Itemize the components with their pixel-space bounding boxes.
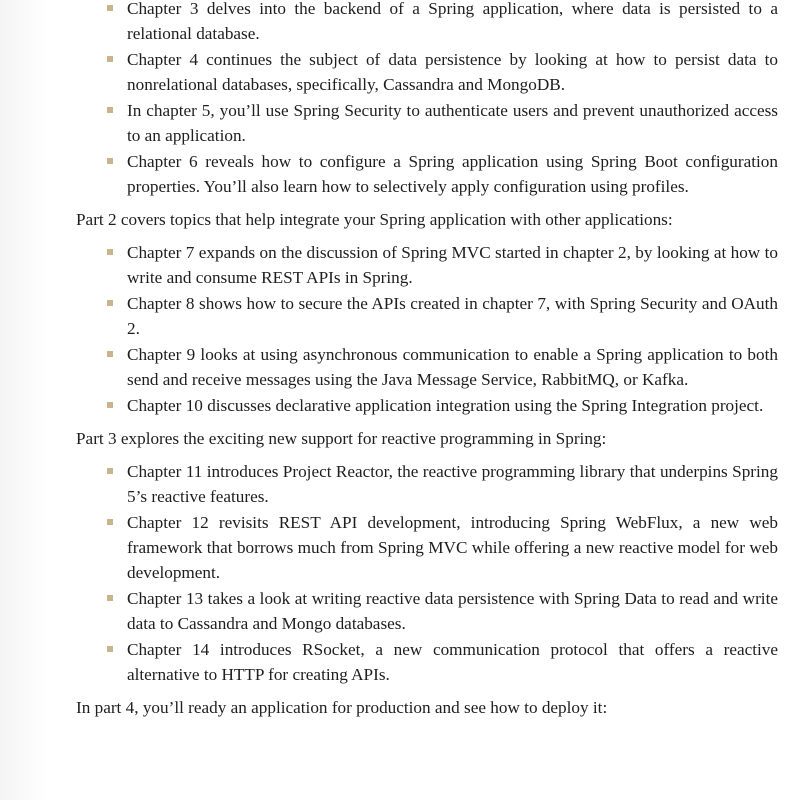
list-item: [76, 47, 778, 97]
part2-intro-paragraph: Part 2 covers topics that help integrate your Spring application with other applications:: [76, 210, 673, 229]
bullet-square-icon: [107, 351, 113, 357]
chapter-list-part1: [76, 0, 778, 199]
list-item-text: Chapter 10 discusses declarative application integration using the Spring Integration project.: [127, 396, 764, 415]
page-margin-shadow: [0, 0, 48, 800]
list-item: [76, 393, 778, 418]
list-item-text: Chapter 7 expands on the discussion of Spring MVC started in chapter 2, by looking at how to write and consume REST APIs in Spring.: [127, 243, 778, 287]
list-item-text: Chapter 11 introduces Project Reactor, the reactive programming library that underpins Spring 5’s reactive features.: [127, 462, 778, 506]
list-item-text: Chapter 3 delves into the backend of a Spring application, where data is persisted to a relational database.: [127, 0, 778, 43]
list-item: [76, 586, 778, 636]
bullet-square-icon: [107, 468, 113, 474]
bullet-square-icon: [107, 646, 113, 652]
list-item: [76, 342, 778, 392]
chapter-list-part2: [76, 240, 778, 418]
list-item: [76, 240, 778, 290]
list-item: [76, 98, 778, 148]
list-item-text: Chapter 12 revisits REST API development, introducing Spring WebFlux, a new web framework that borrows much from Spring MVC while offering a new reactive model for web development.: [127, 513, 778, 582]
bullet-square-icon: [107, 56, 113, 62]
bullet-square-icon: [107, 158, 113, 164]
bullet-square-icon: [107, 595, 113, 601]
list-item-text: Chapter 8 shows how to secure the APIs created in chapter 7, with Spring Security and OAuth 2.: [127, 294, 778, 338]
bullet-square-icon: [107, 300, 113, 306]
list-item-text: Chapter 13 takes a look at writing reactive data persistence with Spring Data to read and write data to Cassandra and Mongo databases.: [127, 589, 778, 633]
bullet-square-icon: [107, 107, 113, 113]
bullet-square-icon: [107, 5, 113, 11]
part3-intro-paragraph: Part 3 explores the exciting new support for reactive programming in Spring:: [76, 429, 607, 448]
list-item: [76, 637, 778, 687]
list-item-text: Chapter 6 reveals how to configure a Spring application using Spring Boot configuration properties. You’ll also learn how to selectively apply configuration using profiles.: [127, 152, 778, 196]
chapter-list-part3: [76, 459, 778, 687]
list-item-text: Chapter 9 looks at using asynchronous communication to enable a Spring application to both send and receive messages using the Java Message Service, RabbitMQ, or Kafka.: [127, 345, 778, 389]
list-item: [76, 291, 778, 341]
list-item: [76, 459, 778, 509]
bullet-square-icon: [107, 519, 113, 525]
list-item: [76, 510, 778, 585]
page-content: [76, 0, 778, 728]
list-item: [76, 0, 778, 46]
list-item-text: In chapter 5, you’ll use Spring Security to authenticate users and prevent unauthorized access to an application.: [127, 101, 778, 145]
list-item-text: Chapter 4 continues the subject of data persistence by looking at how to persist data to nonrelational databases, specifically, Cassandra and MongoDB.: [127, 50, 778, 94]
bullet-square-icon: [107, 249, 113, 255]
bullet-square-icon: [107, 402, 113, 408]
part4-intro-paragraph: In part 4, you’ll ready an application for production and see how to deploy it:: [76, 698, 608, 717]
list-item: [76, 149, 778, 199]
list-item-text: Chapter 14 introduces RSocket, a new communication protocol that offers a reactive alternative to HTTP for creating APIs.: [127, 640, 778, 684]
